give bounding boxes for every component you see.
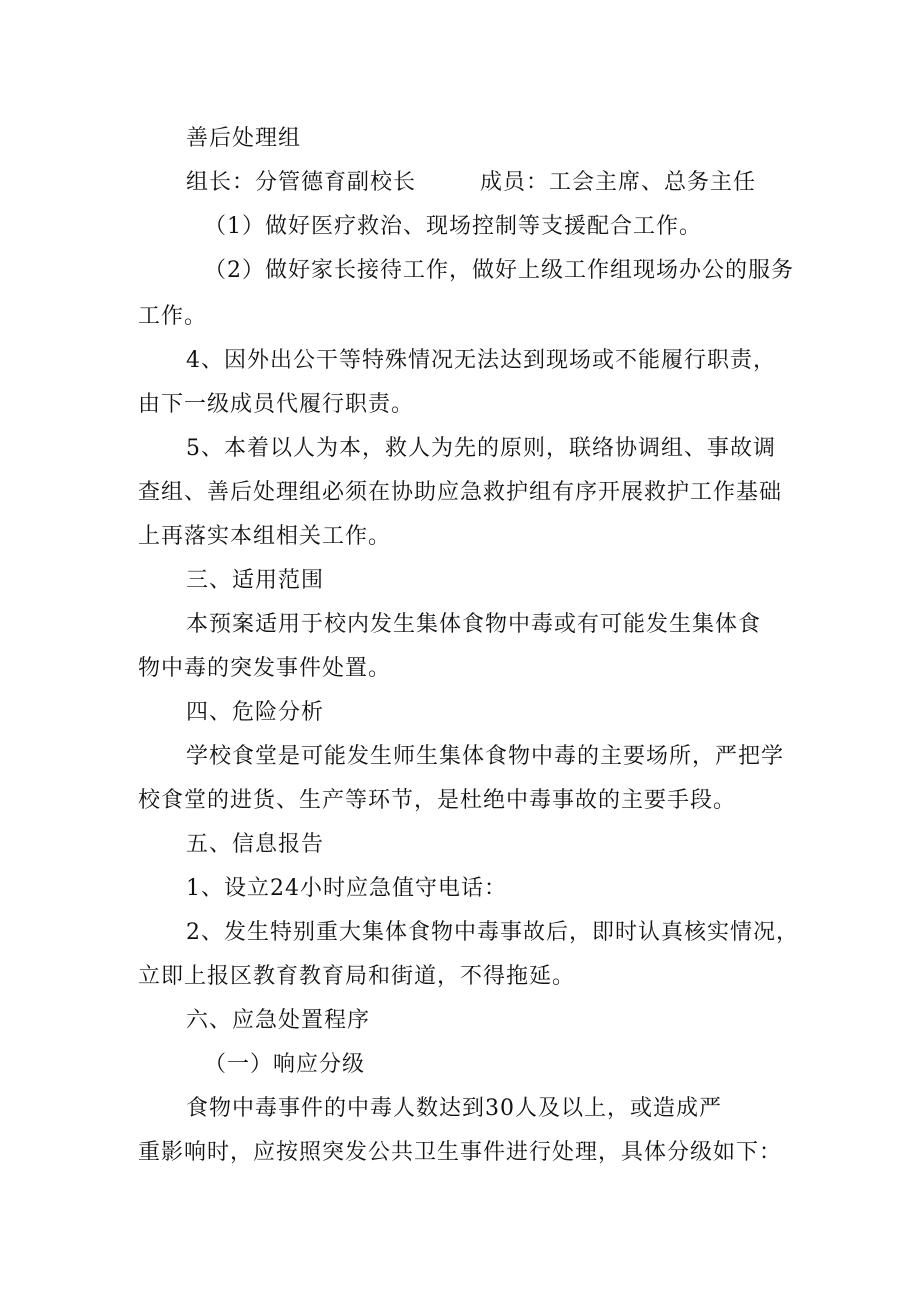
heading-info-report: 五、信息报告 <box>186 832 325 857</box>
paragraph-4-line-1: 4、因外出公干等特殊情况无法达到现场或不能履行职责， <box>186 348 776 373</box>
paragraph-5-line-3: 上再落实本组相关工作。 <box>138 524 392 549</box>
heading-emergency-procedure: 六、应急处置程序 <box>186 1008 371 1033</box>
levels-line-2: 重影响时，应按照突发公共卫生事件进行处理，具体分级如下： <box>138 1140 783 1165</box>
item-2-line-1: （2）做好家长接待工作，做好上级工作组现场办公的服务 <box>204 258 794 283</box>
heading-aftermath-group: 善后处理组 <box>186 126 302 151</box>
leader-text: 组长：分管德育副校长 <box>186 170 417 195</box>
scope-line-2: 物中毒的突发事件处置。 <box>138 656 392 681</box>
paragraph-5-line-1: 5、本着以人为本，救人为先的原则，联络协调组、事故调 <box>186 436 776 461</box>
heading-risk-analysis: 四、危险分析 <box>186 700 325 725</box>
paragraph-4-line-2: 由下一级成员代履行职责。 <box>138 392 415 417</box>
item-2-line-2: 工作。 <box>138 304 208 329</box>
report-item-2-line-1: 2、发生特别重大集体食物中毒事故后，即时认真核实情况， <box>186 920 799 945</box>
scope-line-1: 本预案适用于校内发生集体食物中毒或有可能发生集体食 <box>186 612 762 637</box>
levels-line-1: 食物中毒事件的中毒人数达到30人及以上，或造成严 <box>186 1096 722 1121</box>
report-item-2-line-2: 立即上报区教育教育局和街道，不得拖延。 <box>138 964 576 989</box>
risk-line-2: 校食堂的进货、生产等环节，是杜绝中毒事故的主要手段。 <box>138 788 737 813</box>
risk-line-1: 学校食堂是可能发生师生集体食物中毒的主要场所，严把学 <box>186 744 785 769</box>
members-text: 成员：工会主席、总务主任 <box>480 170 757 195</box>
heading-scope: 三、适用范围 <box>186 568 325 593</box>
paragraph-5-line-2: 查组、善后处理组必须在协助应急救护组有序开展救护工作基础 <box>138 480 783 505</box>
subheading-response-levels: （一）响应分级 <box>204 1052 366 1077</box>
item-1: （1）做好医疗救治、现场控制等支援配合工作。 <box>204 214 702 239</box>
report-item-1: 1、设立24小时应急值守电话： <box>186 876 507 901</box>
leader-line <box>186 168 756 198</box>
